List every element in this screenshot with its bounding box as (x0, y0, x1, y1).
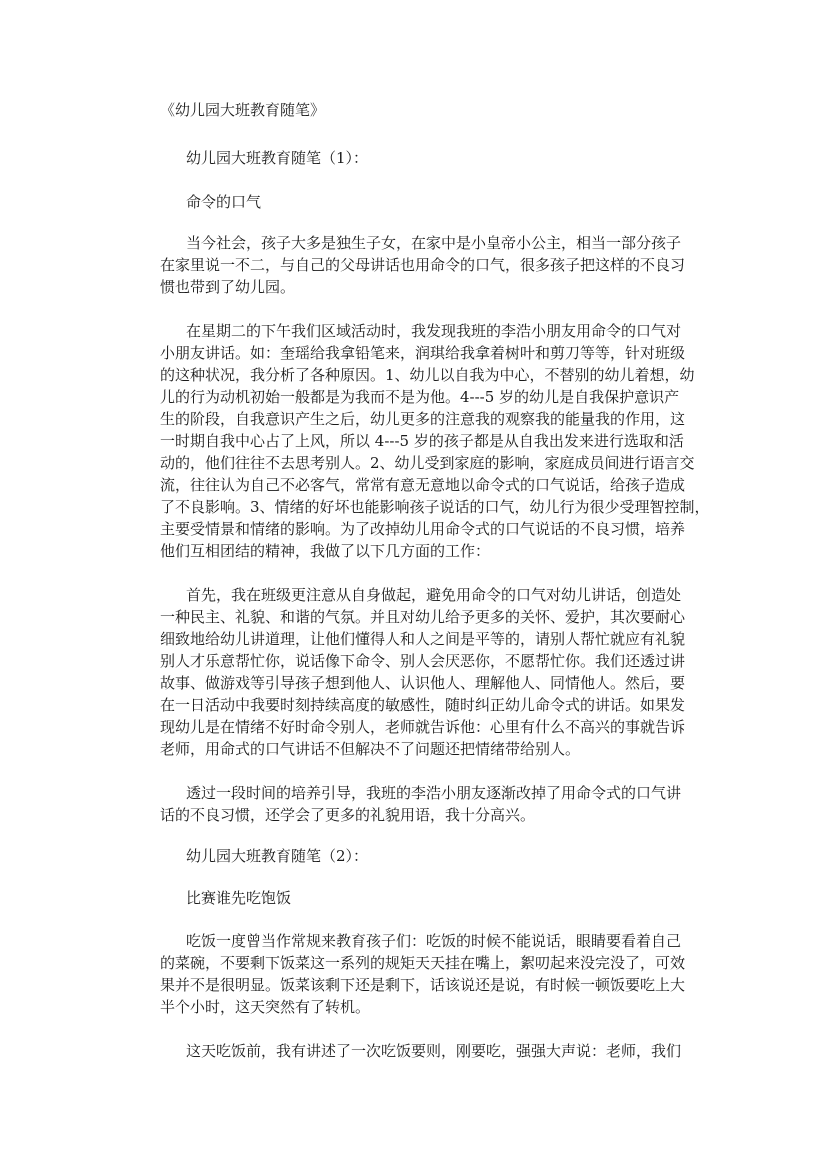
paragraph-line: 流，往往认为自己不必客气，常常有意无意地以命令式的口气说话，给孩子造成 (160, 476, 686, 494)
paragraph-line: 透过一段时间的培养引导，我班的李浩小朋友逐渐改掉了用命令式的口气讲 (186, 784, 682, 802)
paragraph-line: 一时期自我中心占了上风，所以 4---5 岁的孩子都是从自我出发来进行选取和活 (160, 432, 684, 450)
paragraph-line: 细致地给幼儿讲道理，让他们懂得人和人之间是平等的，请别人帮忙就应有礼貌 (160, 630, 686, 648)
paragraph-line: 了不良影响。3、情绪的好坏也能影响孩子说话的口气，幼儿行为很少受理智控制， (160, 498, 710, 516)
paragraph-line: 老师，用命式的口气讲话不但解决不了问题还把情绪带给别人。 (160, 740, 581, 758)
document-title: 《幼儿园大班教育随笔》 (160, 101, 326, 119)
paragraph-line: 首先，我在班级更注意从自身做起，避免用命令的口气对幼儿讲话，创造处 (186, 586, 682, 604)
paragraph-line: 生的阶段，自我意识产生之后，幼儿更多的注意我的观察我的能量我的作用，这 (160, 410, 686, 428)
paragraph-line: 半个小时，这天突然有了转机。 (160, 998, 371, 1016)
paragraph-line: 故事、做游戏等引导孩子想到他人、认识他人、理解他人、同情他人。然后，要 (160, 674, 686, 692)
section-2-subtitle: 比赛谁先吃饱饭 (186, 889, 292, 907)
section-2-heading: 幼儿园大班教育随笔（2）： (186, 847, 369, 865)
paragraph-line: 当今社会，孩子大多是独生子女，在家中是小皇帝小公主，相当一部分孩子 (186, 234, 682, 252)
paragraph-line: 这天吃饭前，我有讲述了一次吃饭要则，刚要吃，强强大声说：老师，我们 (186, 1042, 682, 1060)
paragraph-line: 他们互相团结的精神，我做了以下几方面的工作： (160, 542, 491, 560)
paragraph-line: 的菜碗，不要剩下饭菜这一系列的规矩天天挂在嘴上，絮叨起来没完没了，可效 (160, 954, 686, 972)
section-1-subtitle: 命令的口气 (186, 193, 262, 211)
paragraph-line: 的这种状况，我分析了各种原因。1、幼儿以自我为中心，不替别的幼儿着想，幼 (160, 366, 695, 384)
paragraph-line: 小朋友讲话。如：奎瑶给我拿铅笔来，润琪给我拿着树叶和剪刀等等，针对班级 (160, 344, 686, 362)
paragraph-line: 在星期二的下午我们区域活动时，我发现我班的李浩小朋友用命令的口气对 (186, 322, 682, 340)
section-1-heading: 幼儿园大班教育随笔（1）： (186, 149, 369, 167)
paragraph-line: 话的不良习惯，还学会了更多的礼貌用语，我十分高兴。 (160, 806, 536, 824)
paragraph-line: 动的，他们往往不去思考别人。2、幼儿受到家庭的影响，家庭成员间进行语言交 (160, 454, 695, 472)
paragraph-line: 一种民主、礼貌、和谐的气氛。并且对幼儿给予更多的关怀、爱护，其次要耐心 (160, 608, 686, 626)
paragraph-line: 惯也带到了幼儿园。 (160, 278, 296, 296)
paragraph-line: 别人才乐意帮忙你，说话像下命令、别人会厌恶你，不愿帮忙你。我们还透过讲 (160, 652, 686, 670)
paragraph-line: 主要受情景和情绪的影响。为了改掉幼儿用命令式的口气说话的不良习惯，培养 (160, 520, 686, 538)
paragraph-line: 儿的行为动机初始一般都是为我而不是为他。4---5 岁的幼儿是自我保护意识产 (160, 388, 680, 406)
paragraph-line: 果并不是很明显。饭菜该剩下还是剩下，话该说还是说，有时候一顿饭要吃上大 (160, 976, 686, 994)
paragraph-line: 现幼儿是在情绪不好时命令别人，老师就告诉他：心里有什么不高兴的事就告诉 (160, 718, 686, 736)
paragraph-line: 吃饭一度曾当作常规来教育孩子们：吃饭的时候不能说话，眼睛要看着自己 (186, 932, 682, 950)
paragraph-line: 在家里说一不二，与自己的父母讲话也用命令的口气，很多孩子把这样的不良习 (160, 256, 686, 274)
paragraph-line: 在一日活动中我要时刻持续高度的敏感性，随时纠正幼儿命令式的讲话。如果发 (160, 696, 686, 714)
